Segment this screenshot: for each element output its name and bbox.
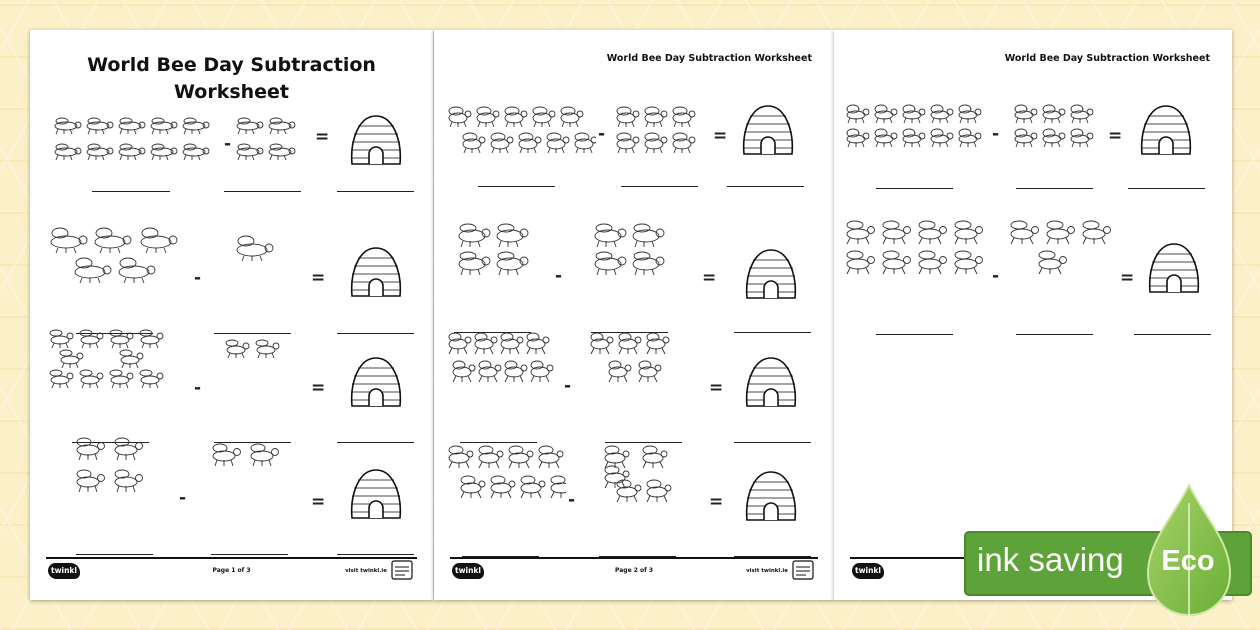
problem-row-1 xyxy=(434,102,834,212)
worksheet-page-2 xyxy=(434,30,834,600)
eco-label: Eco xyxy=(1161,545,1215,577)
bee-group-left xyxy=(446,102,596,162)
visit-text: visit twinkl.ie xyxy=(746,568,788,574)
bee-group-right xyxy=(232,220,284,270)
bee-group-right xyxy=(592,220,672,286)
equals-sign: = xyxy=(1120,268,1135,288)
problem-row-4 xyxy=(30,434,433,544)
bee-group-right xyxy=(588,328,698,390)
bee-group-left xyxy=(48,326,178,392)
problem-row-2 xyxy=(434,220,834,330)
equals-sign: = xyxy=(713,126,728,146)
quality-seal-icon xyxy=(792,560,814,580)
problem-row-1 xyxy=(30,112,433,222)
beehive-icon xyxy=(743,246,799,302)
minus-sign: - xyxy=(568,490,576,510)
beehive-icon xyxy=(348,244,404,300)
bee-group-right xyxy=(230,112,310,170)
answer-line xyxy=(1128,188,1205,189)
minus-sign: - xyxy=(555,266,563,286)
equals-sign: = xyxy=(702,268,717,288)
problem-row-1 xyxy=(834,100,1232,210)
equals-sign: = xyxy=(709,378,724,398)
bee-group-right xyxy=(220,326,290,366)
minus-sign: - xyxy=(992,124,1000,144)
beehive-icon xyxy=(348,112,404,168)
answer-line xyxy=(876,334,953,335)
bee-group-left xyxy=(48,112,218,170)
answer-line xyxy=(727,186,804,187)
equals-sign: = xyxy=(709,492,724,512)
equals-sign: = xyxy=(1108,126,1123,146)
problem-row-4 xyxy=(434,440,834,550)
twinkl-logo: twinkl xyxy=(48,563,80,579)
beehive-icon xyxy=(1138,102,1194,158)
worksheet-page-1 xyxy=(30,30,433,600)
beehive-icon xyxy=(743,354,799,410)
bee-group-left xyxy=(844,216,994,282)
minus-sign: - xyxy=(194,268,202,288)
equals-sign: = xyxy=(311,268,326,288)
page-number: Page 1 of 3 xyxy=(212,567,251,574)
minus-sign: - xyxy=(992,266,1000,286)
answer-line xyxy=(224,191,301,192)
minus-sign: - xyxy=(194,378,202,398)
bee-group-right xyxy=(1012,100,1102,156)
answer-line xyxy=(1016,334,1093,335)
worksheet-title: World Bee Day Subtraction Worksheet xyxy=(606,53,812,64)
answer-line xyxy=(337,191,414,192)
minus-sign: - xyxy=(598,124,606,144)
footer-rule xyxy=(46,557,417,559)
bee-group-left xyxy=(446,440,566,506)
beehive-icon xyxy=(740,102,796,158)
answer-line xyxy=(1016,188,1093,189)
answer-line xyxy=(337,554,414,555)
problem-row-3 xyxy=(30,326,433,436)
beehive-icon xyxy=(1146,240,1202,296)
equals-sign: = xyxy=(311,378,326,398)
answer-line xyxy=(211,554,288,555)
bee-group-right xyxy=(614,102,704,162)
ink-saving-eco-badge xyxy=(964,483,1252,596)
bee-group-right xyxy=(210,434,290,474)
twinkl-logo: twinkl xyxy=(452,563,484,579)
minus-sign: - xyxy=(564,376,572,396)
problem-row-3 xyxy=(434,328,834,438)
bee-group-right xyxy=(1008,216,1118,282)
beehive-icon xyxy=(348,466,404,522)
answer-line xyxy=(876,188,953,189)
answer-line xyxy=(478,186,555,187)
equals-sign: = xyxy=(315,127,330,147)
answer-line xyxy=(621,186,698,187)
footer-rule xyxy=(450,557,818,559)
bee-group-right xyxy=(602,440,682,506)
worksheet-title: World Bee Day Subtraction Worksheet xyxy=(87,54,376,103)
visit-text: visit twinkl.ie xyxy=(345,568,387,574)
bee-group-left xyxy=(456,220,536,286)
bee-group-left xyxy=(48,220,188,286)
beehive-icon xyxy=(743,468,799,524)
answer-line xyxy=(92,191,170,192)
answer-line xyxy=(1134,334,1211,335)
ink-saving-text: ink saving xyxy=(977,541,1124,578)
worksheet-title: World Bee Day Subtraction Worksheet xyxy=(1004,53,1210,64)
problem-row-2 xyxy=(30,220,433,330)
minus-sign: - xyxy=(224,134,232,154)
bee-group-left xyxy=(74,434,154,500)
quality-seal-icon xyxy=(391,560,413,580)
bee-group-left xyxy=(844,100,994,156)
minus-sign: - xyxy=(179,488,187,508)
page-number: Page 2 of 3 xyxy=(615,567,653,574)
twinkl-logo: twinkl xyxy=(852,563,884,579)
bee-group-left xyxy=(446,328,556,390)
equals-sign: = xyxy=(311,492,326,512)
problem-row-2 xyxy=(834,216,1232,326)
answer-line xyxy=(76,554,153,555)
beehive-icon xyxy=(348,354,404,410)
